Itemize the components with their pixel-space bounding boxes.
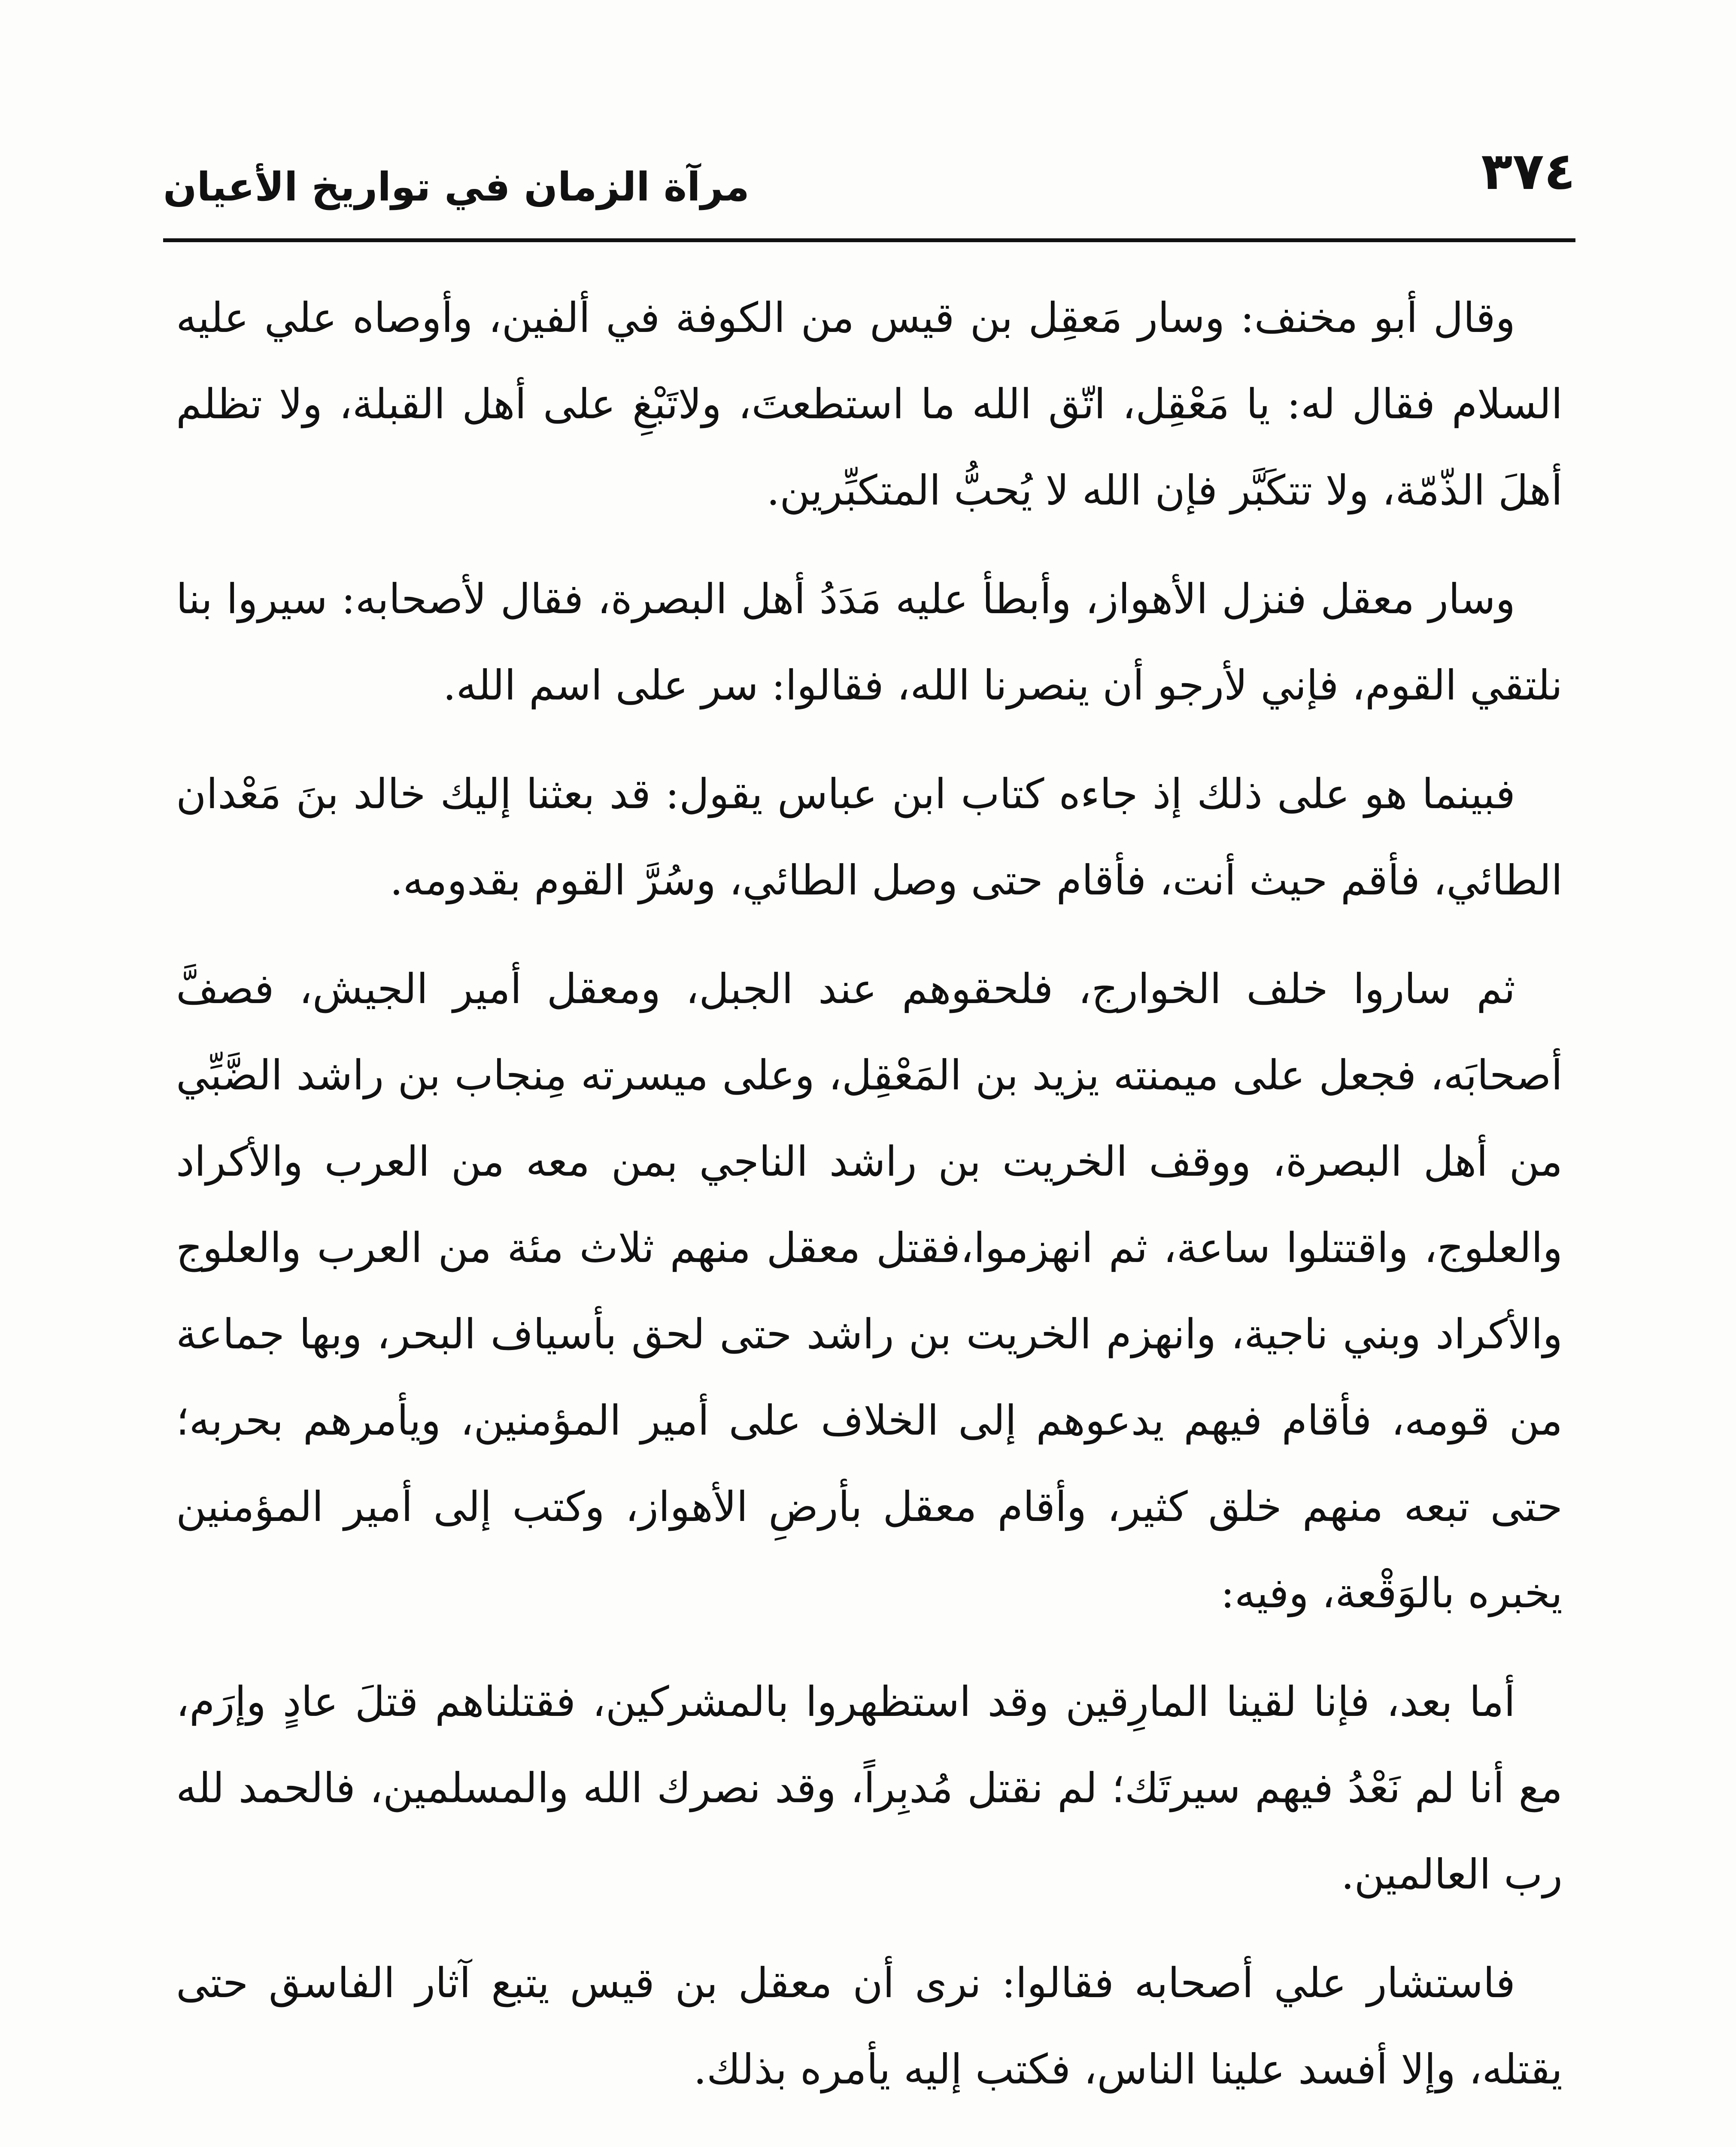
paragraph-3: فبينما هو على ذلك إذ جاءه كتاب ابن عباس يقول: قد بعثنا إليك خالد بنَ مَعْدان الطائي، فأقم حيث أنت، فأقام حتى وصل الطائي، وسُرَّ القوم بقدومه.: [176, 770, 1563, 904]
page-body: [176, 275, 1563, 2147]
header-rule: [163, 238, 1575, 242]
paragraph-2: وسار معقل فنزل الأهواز، وأبطأ عليه مَدَدُ أهل البصرة، فقال لأصحابه: سيروا بنا نلتقي القوم، فإني لأرجو أن ينصرنا الله، فقالوا: سر على اسم الله.: [176, 575, 1563, 709]
paragraph-5-letter: أما بعد، فإنا لقينا المارِقين وقد استظهروا بالمشركين، فقتلناهم قتلَ عادٍ وإرَم، مع أنا لم نَعْدُ فيهم سيرتَك؛ لم نقتل مُدبِراً، وقد نصرك الله والمسلمين، فالحمد لله رب العالمين.: [176, 1678, 1563, 1898]
running-title: مرآة الزمان في تواريخ الأعيان: [163, 164, 750, 210]
paragraph-6: فاستشار علي أصحابه فقالوا: نرى أن معقل بن قيس يتبع آثار الفاسق حتى يقتله، وإلا أفسد علينا الناس، فكتب إليه يأمره بذلك.: [176, 1959, 1563, 2093]
paragraph-1: وقال أبو مخنف: وسار مَعقِل بن قيس من الكوفة في ألفين، وأوصاه علي عليه السلام فقال له: يا مَعْقِل، اتّق الله ما استطعتَ، ولاتَبْغِ على أهل القبلة، ولا تظلم أهلَ الذّمّة، ولا تتكَبَّر فإن الله لا يُحبُّ المتكبِّرين.: [176, 294, 1563, 514]
paragraph-4: ثم ساروا خلف الخوارج، فلحقوهم عند الجبل، ومعقل أمير الجيش، فصفَّ أصحابَه، فجعل على ميمنته يزيد بن المَعْقِل، وعلى ميسرته مِنجاب بن راشد الضَّبِّي من أهل البصرة، ووقف الخريت بن راشد الناجي بمن معه من العرب والأكراد والعلوج، واقتتلوا ساعة، ثم انهزموا،فقتل معقل منهم ثلاث مئة من العرب والعلوج والأكراد وبني ناجية، وانهزم الخريت بن راشد حتى لحق بأسياف البحر، وبها جماعة من قومه، فأقام فيهم يدعوهم إلى الخلاف على أمير المؤمنين، ويأمرهم بحربه؛ حتى تبعه منهم خلق كثير، وأقام معقل بأرضِ الأهواز، وكتب إلى أمير المؤمنين يخبره بالوَقْعة، وفيه:: [176, 965, 1563, 1617]
page-header: [163, 129, 1575, 228]
page-number: ٣٧٤: [1481, 142, 1575, 201]
paragraph-7: [176, 2135, 1563, 2147]
